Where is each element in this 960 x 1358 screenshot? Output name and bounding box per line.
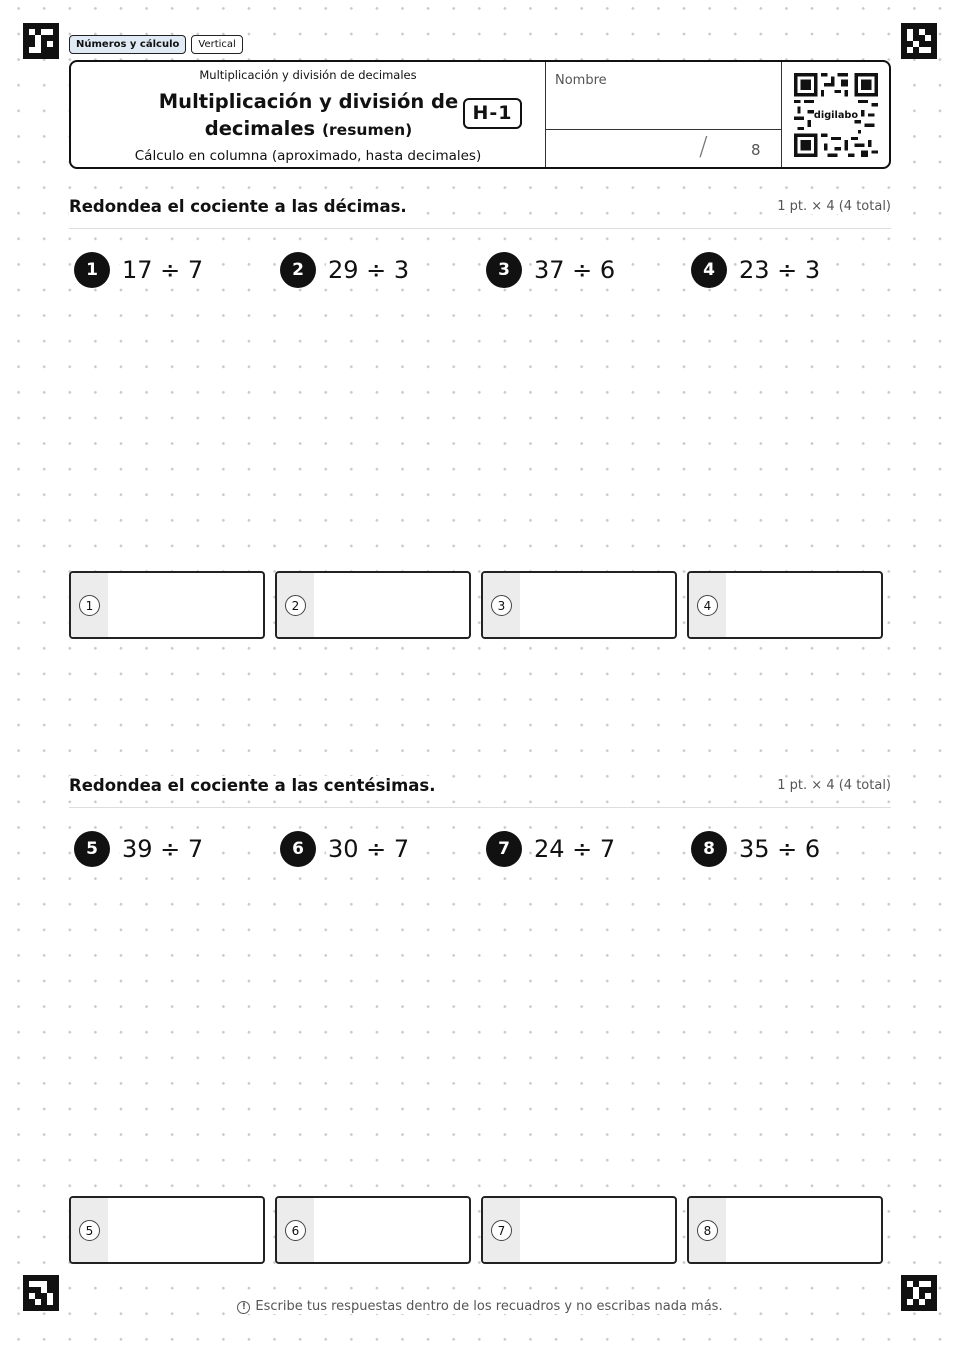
answer-field[interactable]: [726, 573, 881, 637]
footer-text: Escribe tus respuestas dentro de los recuadros y no escribas nada más.: [255, 1299, 723, 1314]
answer-label: 7: [483, 1198, 520, 1262]
footer-note: [0, 1299, 960, 1314]
answer-box-4[interactable]: [687, 571, 883, 639]
score-total: 8: [751, 141, 761, 159]
title-line-1: Multiplicación y división de: [158, 90, 459, 113]
problem-expression: 35 ÷ 6: [739, 835, 821, 863]
problem-expression: 17 ÷ 7: [122, 256, 204, 284]
answer-label: 1: [71, 573, 108, 637]
header-divider: [545, 129, 781, 130]
problem-2: [280, 251, 411, 289]
section-1-instruction: Redondea el cociente a las décimas.: [69, 197, 411, 216]
corner-marker-top-right: [901, 23, 937, 59]
title-line-2-text: decimales: [204, 117, 316, 140]
header-divider: [781, 62, 782, 167]
answer-field[interactable]: [314, 1198, 469, 1262]
category-tag: Números y cálculo: [69, 35, 186, 54]
problem-expression: 37 ÷ 6: [534, 256, 616, 284]
answer-box-2[interactable]: [275, 571, 471, 639]
answer-box-6[interactable]: [275, 1196, 471, 1264]
header-divider: [545, 62, 546, 167]
qr-code: [794, 73, 878, 157]
header-subtitle: Multiplicación y división de decimales: [199, 68, 417, 82]
problem-expression: 24 ÷ 7: [534, 835, 616, 863]
qr-logo-text: digilabo: [813, 110, 859, 122]
problem-expression: 39 ÷ 7: [122, 835, 204, 863]
answer-label: 2: [277, 573, 314, 637]
problem-number-badge: 2: [280, 252, 316, 288]
answer-box-7[interactable]: [481, 1196, 677, 1264]
answer-box-5[interactable]: [69, 1196, 265, 1264]
problem-8: [691, 830, 822, 868]
title-suffix: (resumen): [321, 121, 413, 139]
worksheet-code-badge: H-1: [463, 98, 522, 129]
answer-label: 5: [71, 1198, 108, 1262]
problem-number-badge: 7: [486, 831, 522, 867]
problem-number-badge: 3: [486, 252, 522, 288]
problem-7: [486, 830, 617, 868]
problem-number-badge: 1: [74, 252, 110, 288]
problem-number-badge: 6: [280, 831, 316, 867]
problem-number-badge: 4: [691, 252, 727, 288]
answer-field[interactable]: [520, 573, 675, 637]
category-tags: [69, 35, 243, 54]
title-line-2: [101, 115, 516, 144]
section-2-instruction: Redondea el cociente a las centésimas.: [69, 776, 440, 795]
answer-box-3[interactable]: [481, 571, 677, 639]
name-label: Nombre: [555, 73, 607, 88]
info-icon: !: [237, 1301, 250, 1314]
section-2-points: 1 pt. × 4 (4 total): [777, 778, 891, 793]
problem-4: [691, 251, 822, 289]
type-tag: Vertical: [191, 35, 242, 54]
problem-6: [280, 830, 411, 868]
section-2-rule: [69, 807, 891, 808]
answer-label: 4: [689, 573, 726, 637]
problem-5: [74, 830, 205, 868]
problem-number-badge: 5: [74, 831, 110, 867]
problem-expression: 23 ÷ 3: [739, 256, 821, 284]
worksheet-header: [69, 60, 891, 169]
problem-expression: 29 ÷ 3: [328, 256, 410, 284]
answer-label: 8: [689, 1198, 726, 1262]
answer-box-1[interactable]: [69, 571, 265, 639]
answer-field[interactable]: [726, 1198, 881, 1262]
answer-field[interactable]: [314, 573, 469, 637]
problem-1: [74, 251, 205, 289]
answer-field[interactable]: [520, 1198, 675, 1262]
corner-marker-top-left: [23, 23, 59, 59]
header-description: Cálculo en columna (aproximado, hasta decimales): [134, 148, 482, 164]
answer-field[interactable]: [108, 573, 263, 637]
answer-label: 3: [483, 573, 520, 637]
problem-expression: 30 ÷ 7: [328, 835, 410, 863]
worksheet-title: [101, 88, 516, 144]
score-slash: /: [699, 132, 708, 162]
section-1-points: 1 pt. × 4 (4 total): [777, 199, 891, 214]
problem-number-badge: 8: [691, 831, 727, 867]
problem-3: [486, 251, 617, 289]
answer-box-8[interactable]: [687, 1196, 883, 1264]
answer-field[interactable]: [108, 1198, 263, 1262]
section-1-rule: [69, 228, 891, 229]
answer-label: 6: [277, 1198, 314, 1262]
